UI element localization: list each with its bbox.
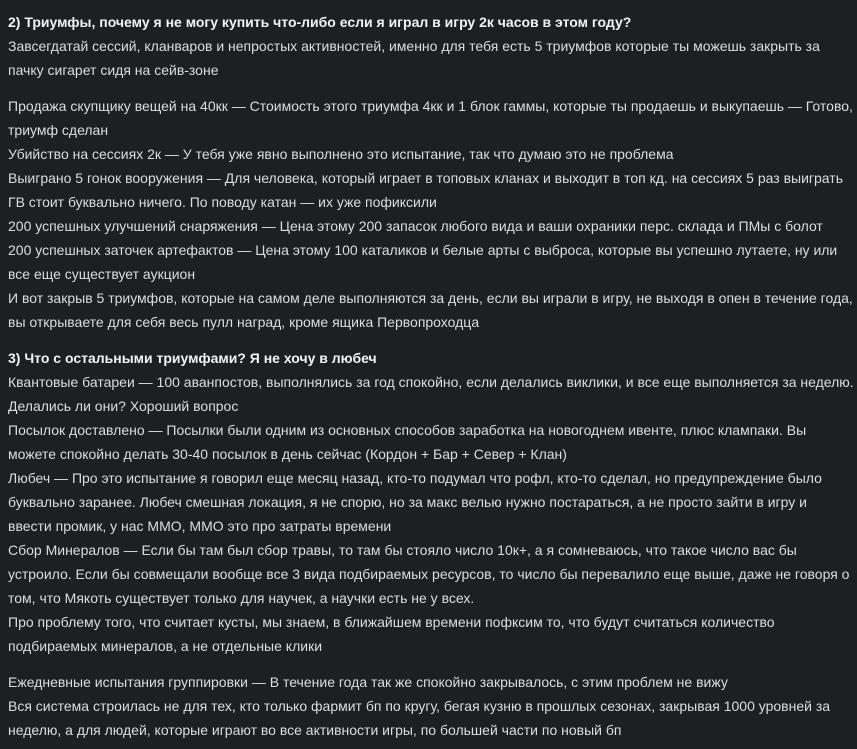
triumph-item-parcels: Посылок доставлено — Посылки были одним из основных способов заработка на новогоднем ивенте, плюс клампаки. Вы можете спокойно делать 30-40 посылок в день сейчас (Кордон + Бар + Север + Клан): [8, 422, 807, 462]
minerals-fix-note: Про проблему того, что считает кусты, мы знаем, в ближайшем времени пофксим то, что будут считаться количество подбираемых минералов, а не отдельные клики: [8, 614, 775, 654]
triumph-item-kills: Убийство на сессиях 2к — У тебя уже явно выполнено это испытание, так что думаю это не проблема: [8, 146, 674, 162]
paragraph-gap: [8, 658, 854, 670]
triumph-item-batteries: Квантовые батареи — 100 аванпостов, выполнялись за год спокойно, если делались виклики, и все еще выполняется за неделю. Делались ли они? Хороший вопрос: [8, 374, 854, 414]
triumph-item-arms-race: Выиграно 5 гонок вооружения — Для человека, который играет в топовых кланах и выходит в топ кд. на сессиях 5 раз выиграть ГВ стоит буквально ничего. По поводу катан — их уже пофиксили: [8, 170, 843, 210]
triumph-item-lubech: Любеч — Про это испытание я говорил еще месяц назад, кто-то подумал что рофл, кто-то сделал, но предупреждение было буквально заранее. Любеч смешная локация, я не спорю, но за макс велью нужно постараться, а не просто зайти в игру и ввести промик, у нас ММО, ММО это про затраты времени: [8, 470, 822, 534]
paragraph-gap: [8, 334, 854, 346]
triumph-summary: И вот закрыв 5 триумфов, которые на самом деле выполняются за день, если вы играли в игру, не выходя в опен в течение года, вы открываете для себя весь пулл наград, кроме ящика Первопроходца: [8, 290, 853, 330]
triumph-item-daily: Ежедневные испытания группировки — В течение года так же спокойно закрывалось, с этим проблем не вижу: [8, 674, 728, 690]
triumph-item-upgrades: 200 успешных улучшений снаряжения — Цена этому 200 запасок любого вида и ваши охраники перс. склада и ПМы с болот: [8, 218, 823, 234]
message-content: [8, 10, 854, 742]
triumph-item-minerals: Сбор Минералов — Если бы там был сбор травы, то там бы стояло число 10к+, а я сомневаюсь, что такое число вас бы устроило. Если бы совмещали вообще все 3 вида подбираемых ресурсов, то число бы перевалило еще выше, даже не говоря о том, что Мякоть существует только для научек, а научки есть не у всех.: [8, 542, 850, 606]
section-2-heading: 2) Триумфы, почему я не могу купить что-либо если я играл в игру 2к часов в этом году?: [8, 14, 632, 30]
section-3-heading: 3) Что с остальными триумфами? Я не хочу в любеч: [8, 350, 377, 366]
paragraph-gap: [8, 82, 854, 94]
section-2-intro: Завсегдатай сессий, кланваров и непростых активностей, именно для тебя есть 5 триумфов которые ты можешь закрыть за пачку сигарет сидя на сейв-зоне: [8, 38, 820, 78]
triumph-item-sell: Продажа скупщику вещей на 40кк — Стоимость этого триумфа 4кк и 1 блок гаммы, которые ты продаешь и выкупаешь — Готово, триумф сделан: [8, 98, 853, 138]
system-summary: Вся система строилась не для тех, кто только фармит бп по кругу, бегая кузню в прошлых сезонах, закрывая 1000 уровней за неделю, а для людей, которые играют во все активности игры, по большей части по новый бп: [8, 698, 831, 738]
triumph-item-sharpening: 200 успешных заточек артефактов — Цена этому 100 каталиков и белые арты с выброса, которые вы успешно лутаете, ну или все еще существует аукцион: [8, 242, 838, 282]
